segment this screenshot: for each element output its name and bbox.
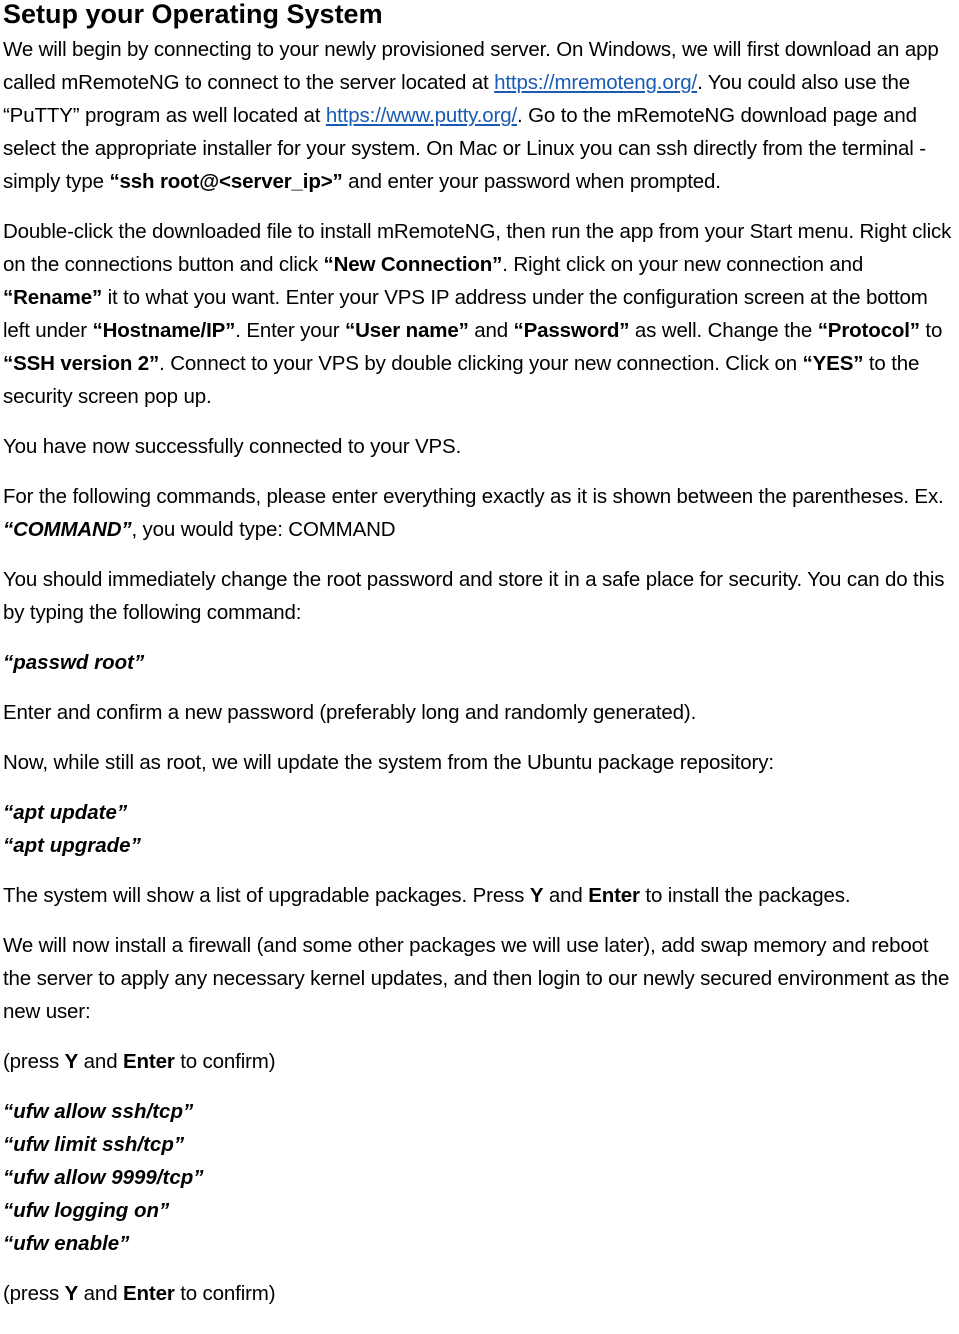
text: . You could also use the “PuTTY” program as well located at	[3, 71, 911, 127]
command-line: “apt upgrade”	[3, 834, 141, 857]
paragraph-change-password: You should immediately change the root password and store it in a safe place for security. You can do this by typing the following command:	[3, 568, 945, 624]
bold-text: “Protocol”	[817, 319, 920, 342]
command-line: “ufw logging on”	[3, 1199, 170, 1222]
text: and	[543, 884, 589, 907]
paragraph-upgradable-packages	[3, 879, 957, 912]
text: to the security screen pop up.	[3, 352, 920, 408]
text: Double-click the downloaded file to install mRemoteNG, then run the app from your Start menu. Right click on the connections button and click	[3, 220, 952, 276]
paragraph-update-system: Now, while still as root, we will update the system from the Ubuntu package repository:	[3, 751, 774, 774]
bold-text: “Rename”	[3, 286, 103, 309]
paragraph-firewall: We will now install a firewall (and some other packages we will use later), add swap memory and reboot the server to apply any necessary kernel updates, and then login to our newly secured environment as the new user:	[3, 934, 950, 1023]
bold-italic-text: “COMMAND”	[3, 518, 132, 541]
text: The system will show a list of upgradable packages. Press	[3, 884, 530, 907]
command-line: “ufw allow 9999/tcp”	[3, 1166, 204, 1189]
page-title: Setup your Operating System	[3, 0, 383, 29]
bold-text: “Password”	[513, 319, 630, 342]
text: and	[468, 319, 514, 342]
command-block-apt	[3, 796, 957, 862]
text: . Enter your	[235, 319, 345, 342]
bold-text: “YES”	[802, 352, 864, 375]
command-line: “ufw allow ssh/tcp”	[3, 1100, 194, 1123]
text: it to what you want. Enter your VPS IP address under the configuration screen at the bottom left under	[3, 286, 928, 342]
text: (press	[3, 1282, 65, 1305]
text: We will begin by connecting to your newly provisioned server. On Windows, we will first download an app called mRemoteNG to connect to the server located at	[3, 38, 939, 94]
text: to install the packages.	[639, 884, 851, 907]
bold-text: Enter	[123, 1282, 175, 1305]
text: (press	[3, 1050, 65, 1073]
text: to confirm)	[174, 1050, 276, 1073]
bold-text: Y	[529, 884, 544, 907]
command-block-ufw	[3, 1095, 957, 1260]
confirm-instruction	[3, 1045, 957, 1078]
paragraph-confirm-password: Enter and confirm a new password (preferably long and randomly generated).	[3, 701, 697, 724]
command-line: “ufw limit ssh/tcp”	[3, 1133, 185, 1156]
bold-text: Y	[64, 1050, 79, 1073]
text: . Right click on your new connection and	[502, 253, 864, 276]
confirm-instruction	[3, 1277, 957, 1310]
text: For the following commands, please enter everything exactly as it is shown between the parentheses. Ex.	[3, 485, 944, 508]
text: . Connect to your VPS by double clicking your new connection. Click on	[159, 352, 803, 375]
bold-text: Y	[64, 1282, 79, 1305]
paragraph-commands-intro	[3, 480, 957, 546]
command-block-passwd	[3, 646, 957, 679]
paragraph-install-mremoteng	[3, 215, 957, 413]
text: and	[78, 1282, 123, 1305]
bold-text: Enter	[588, 884, 640, 907]
paragraph-connected: You have now successfully connected to your VPS.	[3, 435, 462, 458]
bold-text: “SSH version 2”	[3, 352, 160, 375]
bold-text: “Hostname/IP”	[92, 319, 236, 342]
text: and	[78, 1050, 123, 1073]
bold-text: “New Connection”	[323, 253, 503, 276]
text: , you would type: COMMAND	[131, 518, 396, 541]
text: to	[919, 319, 943, 342]
ssh-command: “ssh root@<server_ip>”	[109, 170, 343, 193]
text: to confirm)	[174, 1282, 276, 1305]
putty-link[interactable]: https://www.putty.org/	[325, 104, 518, 127]
command-line: “passwd root”	[3, 651, 145, 674]
bold-text: “User name”	[344, 319, 469, 342]
paragraph-connect	[3, 33, 957, 198]
text: as well. Change the	[629, 319, 818, 342]
command-line: “apt update”	[3, 801, 128, 824]
text: . Go to the mRemoteNG download page and select the appropriate installer for your system. On Mac or Linux you can ssh directly from the terminal - simply type	[3, 104, 926, 193]
command-line: “ufw enable”	[3, 1232, 130, 1255]
bold-text: Enter	[123, 1050, 175, 1073]
mremoteng-link[interactable]: https://mremoteng.org/	[494, 71, 698, 94]
text: and enter your password when prompted.	[342, 170, 721, 193]
